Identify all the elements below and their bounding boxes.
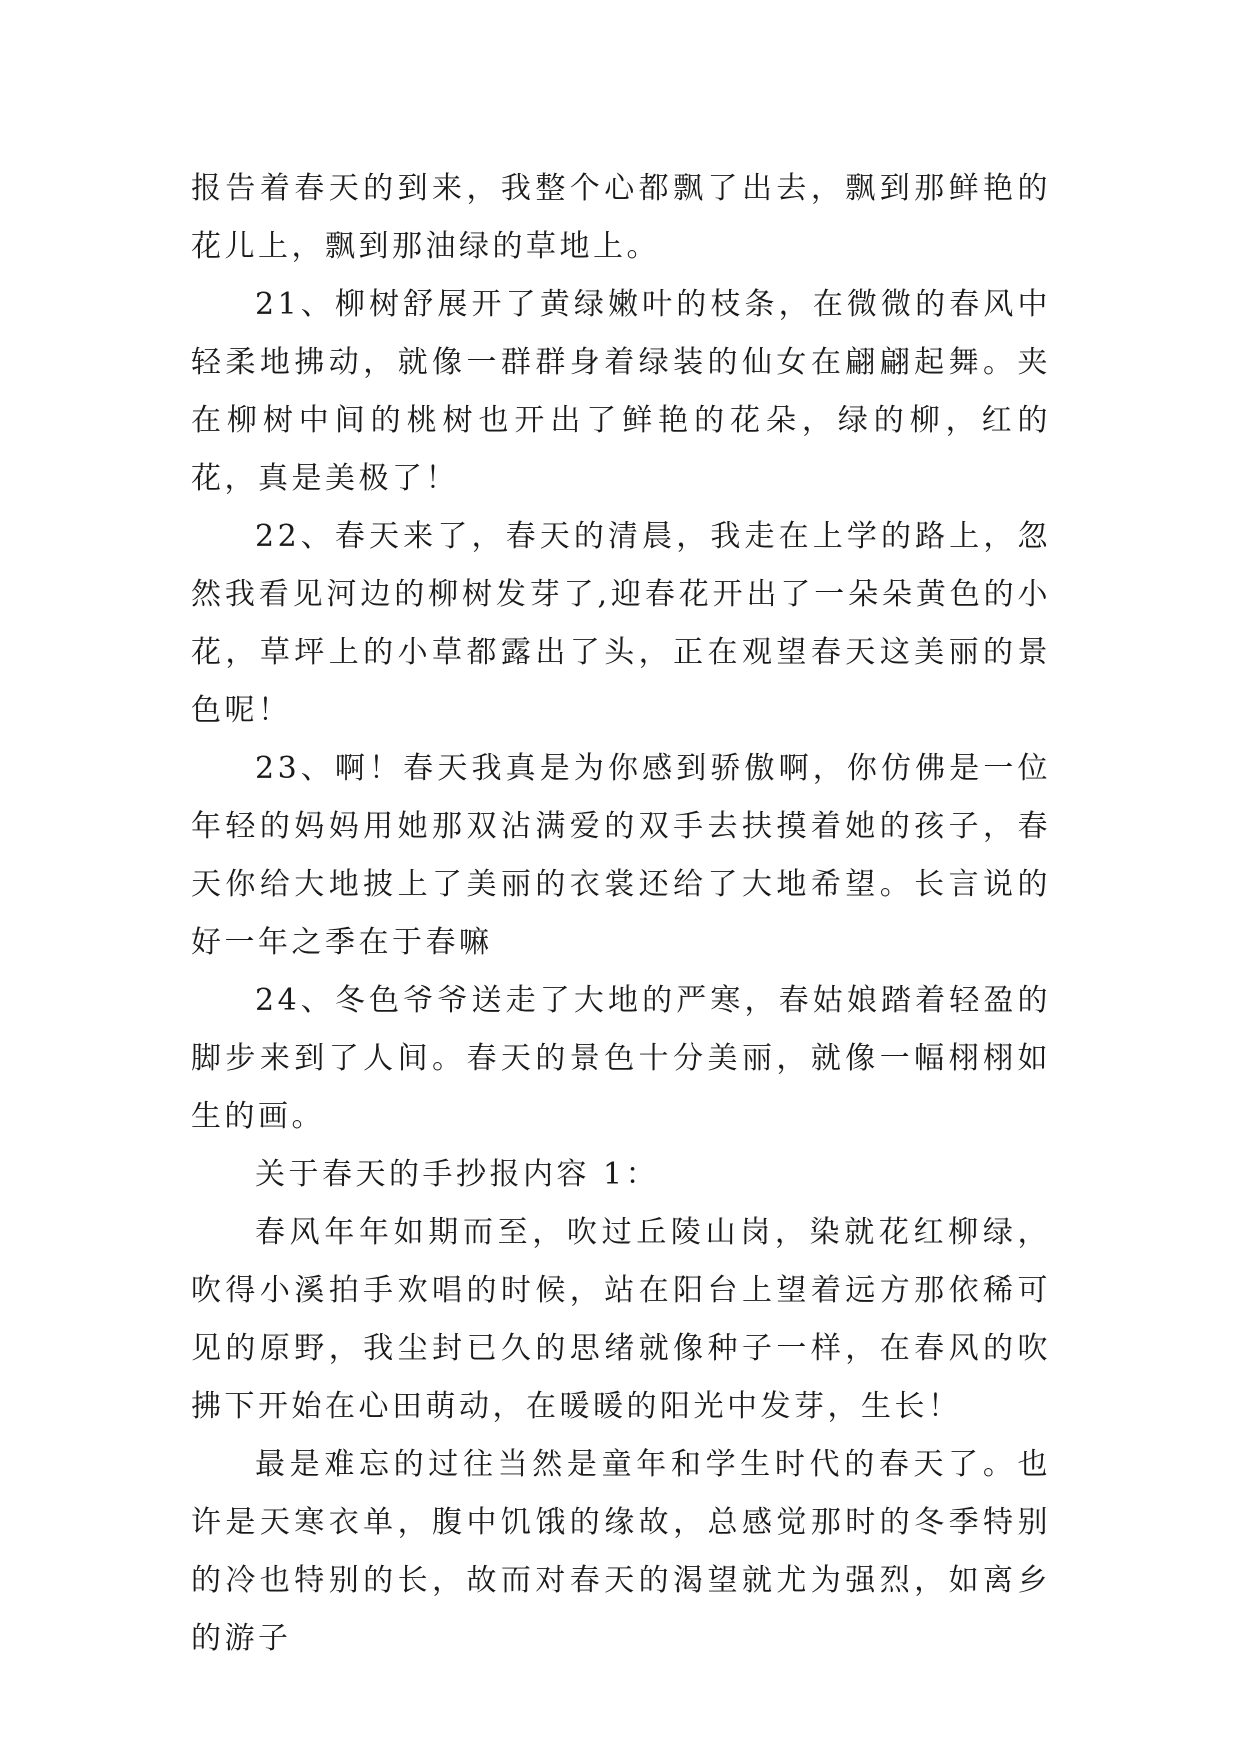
paragraph-continuation: 报告着春天的到来，我整个心都飘了出去，飘到那鲜艳的花儿上，飘到那油绿的草地上。 bbox=[191, 171, 1051, 264]
paragraph-item-22: 22、春天来了，春天的清晨，我走在上学的路上，忽然我看见河边的柳树发芽了,迎春花开出了一朵朵黄色的小花，草坪上的小草都露出了头，正在观望春天这美丽的景色呢！ bbox=[191, 519, 1051, 728]
paragraph-spring-wind: 春风年年如期而至，吹过丘陵山岗，染就花红柳绿，吹得小溪拍手欢唱的时候，站在阳台上望着远方那依稀可见的原野，我尘封已久的思绪就像种子一样，在春风的吹拂下开始在心田萌动，在暖暖的阳光中发芽，生长！ bbox=[191, 1215, 1051, 1424]
section-heading: 关于春天的手抄报内容 1： bbox=[255, 1157, 660, 1192]
document-body bbox=[191, 160, 1051, 1668]
paragraph-item-23: 23、啊！春天我真是为你感到骄傲啊，你仿佛是一位年轻的妈妈用她那双沾满爱的双手去扶摸着她的孩子，春天你给大地披上了美丽的衣裳还给了大地希望。长言说的好一年之季在于春嘛 bbox=[191, 751, 1051, 960]
paragraph-memories: 最是难忘的过往当然是童年和学生时代的春天了。也许是天寒衣单，腹中饥饿的缘故，总感觉那时的冬季特别的冷也特别的长，故而对春天的渴望就尤为强烈，如离乡的游子 bbox=[191, 1447, 1051, 1656]
paragraph-item-21: 21、柳树舒展开了黄绿嫩叶的枝条，在微微的春风中轻柔地拂动，就像一群群身着绿装的仙女在翩翩起舞。夹在柳树中间的桃树也开出了鲜艳的花朵，绿的柳，红的花，真是美极了！ bbox=[191, 287, 1051, 496]
paragraph-item-24: 24、冬色爷爷送走了大地的严寒，春姑娘踏着轻盈的脚步来到了人间。春天的景色十分美丽，就像一幅栩栩如生的画。 bbox=[191, 983, 1051, 1134]
